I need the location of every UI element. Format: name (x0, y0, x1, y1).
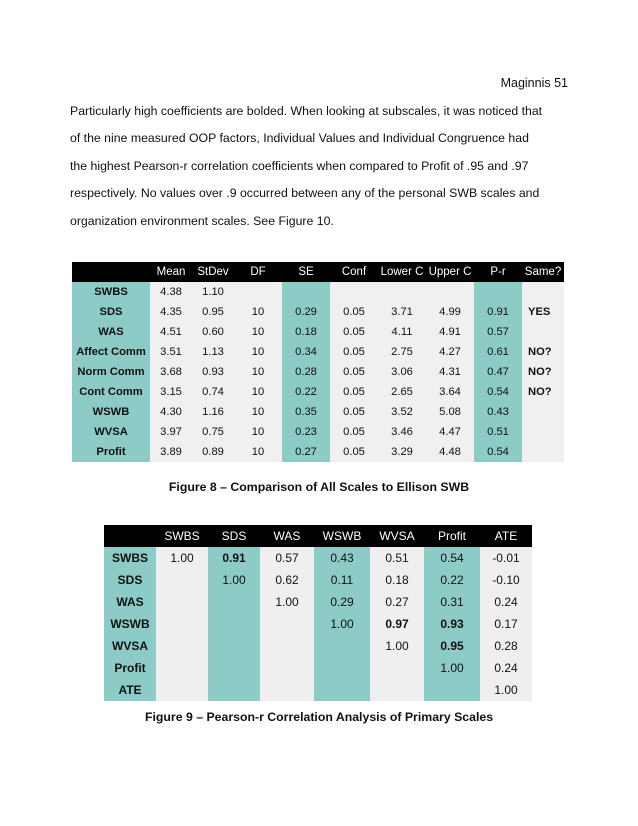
table-cell: 1.10 (192, 282, 234, 302)
table-cell: 10 (234, 322, 282, 342)
column-header: Lower C (378, 262, 426, 282)
table-cell: 3.64 (426, 382, 474, 402)
table-cell (208, 635, 260, 657)
table-cell: 0.11 (314, 569, 370, 591)
table-cell (474, 282, 522, 302)
row-label: Profit (104, 657, 156, 679)
table-cell: 10 (234, 342, 282, 362)
figure-9-caption: Figure 9 – Pearson-r Correlation Analysis of Primary Scales (144, 710, 494, 724)
table-cell: 0.89 (192, 442, 234, 462)
table-cell: 0.05 (330, 382, 378, 402)
table-cell: 3.68 (150, 362, 192, 382)
table-cell (208, 613, 260, 635)
table-cell: 1.13 (192, 342, 234, 362)
column-header: P-r (474, 262, 522, 282)
paragraph-line: Particularly high coefficients are bolded. When looking at subscales, it was noticed that (70, 104, 543, 118)
table-cell (314, 635, 370, 657)
table-cell: 10 (234, 302, 282, 322)
paragraph-line: organization environment scales. See Figure 10. (70, 213, 334, 228)
table-cell: 0.34 (282, 342, 330, 362)
row-label: SDS (72, 302, 150, 322)
table-cell: NO? (522, 342, 564, 362)
table-cell: 0.57 (474, 322, 522, 342)
table-cell: 0.28 (282, 362, 330, 382)
table-cell: 0.51 (370, 547, 424, 569)
table-cell: 0.51 (474, 422, 522, 442)
column-header: SE (282, 262, 330, 282)
table-cell: 0.18 (370, 569, 424, 591)
table-cell: 0.95 (192, 302, 234, 322)
table-cell (522, 422, 564, 442)
table-cell: 4.11 (378, 322, 426, 342)
table-cell (522, 322, 564, 342)
table-header-row (72, 262, 564, 282)
table-cell: 4.91 (426, 322, 474, 342)
table-row (72, 282, 564, 302)
row-label: SWBS (104, 547, 156, 569)
table-cell (314, 657, 370, 679)
table-row (104, 591, 532, 613)
table-cell: 0.05 (330, 342, 378, 362)
table-cell: 3.51 (150, 342, 192, 362)
table-cell: -0.10 (480, 569, 532, 591)
column-header: Mean (150, 262, 192, 282)
figure-8-caption: Figure 8 – Comparison of All Scales to Ellison SWB (168, 480, 470, 494)
column-header (72, 262, 150, 282)
table-cell: 0.61 (474, 342, 522, 362)
paragraph-line: of the nine measured OOP factors, Individual Values and Individual Congruence had (70, 131, 529, 146)
table-cell: 4.27 (426, 342, 474, 362)
table-cell: 1.00 (424, 657, 480, 679)
paragraph-line: the highest Pearson-r correlation coefficients when compared to Profit of .95 and .97 (70, 158, 529, 173)
table-row (104, 613, 532, 635)
column-header: WVSA (370, 525, 424, 547)
table-cell: 3.15 (150, 382, 192, 402)
table-cell (314, 679, 370, 701)
table-cell: 4.99 (426, 302, 474, 322)
table-cell: 0.17 (480, 613, 532, 635)
table-cell: 0.27 (282, 442, 330, 462)
table-cell: 0.28 (480, 635, 532, 657)
table-cell (424, 679, 480, 701)
table-cell: 4.51 (150, 322, 192, 342)
table-cell: 0.05 (330, 402, 378, 422)
table-cell (156, 679, 208, 701)
table-cell: 4.47 (426, 422, 474, 442)
table-cell: 5.08 (426, 402, 474, 422)
row-label: WVSA (72, 422, 150, 442)
table-cell: 4.30 (150, 402, 192, 422)
paragraph-line: respectively. No values over .9 occurred between any of the personal SWB scales and (70, 186, 540, 201)
table-cell (156, 591, 208, 613)
table-cell: 0.91 (474, 302, 522, 322)
table-cell: 10 (234, 442, 282, 462)
table-cell (522, 442, 564, 462)
correlation-table (104, 525, 532, 701)
table-cell (208, 657, 260, 679)
column-header: SDS (208, 525, 260, 547)
row-label: WAS (72, 322, 150, 342)
table-cell: 1.00 (156, 547, 208, 569)
table-cell (426, 282, 474, 302)
table-cell: 0.97 (370, 613, 424, 635)
row-label: WAS (104, 591, 156, 613)
table-cell (234, 282, 282, 302)
table-cell: 0.62 (260, 569, 314, 591)
column-header: StDev (192, 262, 234, 282)
table-cell (208, 591, 260, 613)
row-label: WSWB (104, 613, 156, 635)
table-cell (156, 613, 208, 635)
table-cell: 3.06 (378, 362, 426, 382)
table-cell: 4.48 (426, 442, 474, 462)
column-header: ATE (480, 525, 532, 547)
table-cell (156, 635, 208, 657)
table-cell (260, 679, 314, 701)
table-row (72, 362, 564, 382)
table-cell: 3.52 (378, 402, 426, 422)
column-header (104, 525, 156, 547)
table-cell: 4.31 (426, 362, 474, 382)
column-header: DF (234, 262, 282, 282)
table-cell: 1.00 (480, 679, 532, 701)
table-row (104, 657, 532, 679)
table-cell: 0.05 (330, 442, 378, 462)
table-cell: 3.46 (378, 422, 426, 442)
row-label: WSWB (72, 402, 150, 422)
table-cell: 4.35 (150, 302, 192, 322)
table-cell (522, 402, 564, 422)
table-cell: 0.95 (424, 635, 480, 657)
table-cell (378, 282, 426, 302)
column-header: WAS (260, 525, 314, 547)
scales-comparison-table (72, 262, 564, 462)
table-cell: 0.60 (192, 322, 234, 342)
table-cell (156, 569, 208, 591)
table-cell (282, 282, 330, 302)
table-cell: 0.22 (424, 569, 480, 591)
table-row (104, 679, 532, 701)
table-row (72, 302, 564, 322)
table-cell: YES (522, 302, 564, 322)
table-cell: 0.05 (330, 362, 378, 382)
table-cell: 1.00 (208, 569, 260, 591)
body-paragraph (70, 98, 570, 235)
table-cell: 0.05 (330, 302, 378, 322)
table-row (104, 569, 532, 591)
page-number: Maginnis 51 (500, 76, 568, 90)
table-cell: 2.75 (378, 342, 426, 362)
table-row (72, 442, 564, 462)
table-cell: 0.91 (208, 547, 260, 569)
table-cell: 0.24 (480, 657, 532, 679)
table-cell: 1.00 (370, 635, 424, 657)
table-cell: 0.57 (260, 547, 314, 569)
table-cell: 3.71 (378, 302, 426, 322)
table-row (72, 342, 564, 362)
table-cell (156, 657, 208, 679)
column-header: Same? (522, 262, 564, 282)
column-header: Upper C (426, 262, 474, 282)
table-row (72, 322, 564, 342)
column-header: SWBS (156, 525, 208, 547)
table-cell: 0.05 (330, 422, 378, 442)
table-cell: 0.29 (282, 302, 330, 322)
table-cell: 0.27 (370, 591, 424, 613)
table-cell: 0.54 (474, 382, 522, 402)
table-cell: 3.29 (378, 442, 426, 462)
row-label: SDS (104, 569, 156, 591)
table-cell (370, 657, 424, 679)
table-cell: 2.65 (378, 382, 426, 402)
table-cell: 0.24 (480, 591, 532, 613)
table-cell: 0.05 (330, 322, 378, 342)
table-cell: 4.38 (150, 282, 192, 302)
table-row (72, 422, 564, 442)
table-cell (260, 613, 314, 635)
table-cell: NO? (522, 362, 564, 382)
table-cell (330, 282, 378, 302)
table-cell: 10 (234, 422, 282, 442)
table-cell: 0.93 (424, 613, 480, 635)
table-cell: 0.31 (424, 591, 480, 613)
table-cell (522, 282, 564, 302)
row-label: ATE (104, 679, 156, 701)
table-cell: NO? (522, 382, 564, 402)
column-header: Profit (424, 525, 480, 547)
table-cell: 0.22 (282, 382, 330, 402)
row-label: WVSA (104, 635, 156, 657)
row-label: Norm Comm (72, 362, 150, 382)
table-cell: 3.97 (150, 422, 192, 442)
row-label: Profit (72, 442, 150, 462)
table-cell: 0.74 (192, 382, 234, 402)
table-cell: 0.43 (314, 547, 370, 569)
table-cell: 0.54 (424, 547, 480, 569)
table-row (72, 382, 564, 402)
row-label: Cont Comm (72, 382, 150, 402)
table-cell: 10 (234, 402, 282, 422)
table-row (104, 635, 532, 657)
table-cell (260, 657, 314, 679)
table-cell: 0.43 (474, 402, 522, 422)
table-cell: 0.93 (192, 362, 234, 382)
table-header-row (104, 525, 532, 547)
column-header: Conf (330, 262, 378, 282)
table-cell: 3.89 (150, 442, 192, 462)
table-cell: 0.29 (314, 591, 370, 613)
row-label: Affect Comm (72, 342, 150, 362)
table-cell: 1.16 (192, 402, 234, 422)
table-cell: 0.47 (474, 362, 522, 382)
table-cell: 0.35 (282, 402, 330, 422)
table-cell: 1.00 (260, 591, 314, 613)
column-header: WSWB (314, 525, 370, 547)
table-cell: 0.18 (282, 322, 330, 342)
table-row (72, 402, 564, 422)
table-cell: 10 (234, 362, 282, 382)
table-cell: 10 (234, 382, 282, 402)
table-cell (208, 679, 260, 701)
table-cell (370, 679, 424, 701)
table-cell: 0.75 (192, 422, 234, 442)
table-cell: 0.23 (282, 422, 330, 442)
table-row (104, 547, 532, 569)
table-cell: 0.54 (474, 442, 522, 462)
table-cell (260, 635, 314, 657)
row-label: SWBS (72, 282, 150, 302)
table-cell: 1.00 (314, 613, 370, 635)
table-cell: -0.01 (480, 547, 532, 569)
